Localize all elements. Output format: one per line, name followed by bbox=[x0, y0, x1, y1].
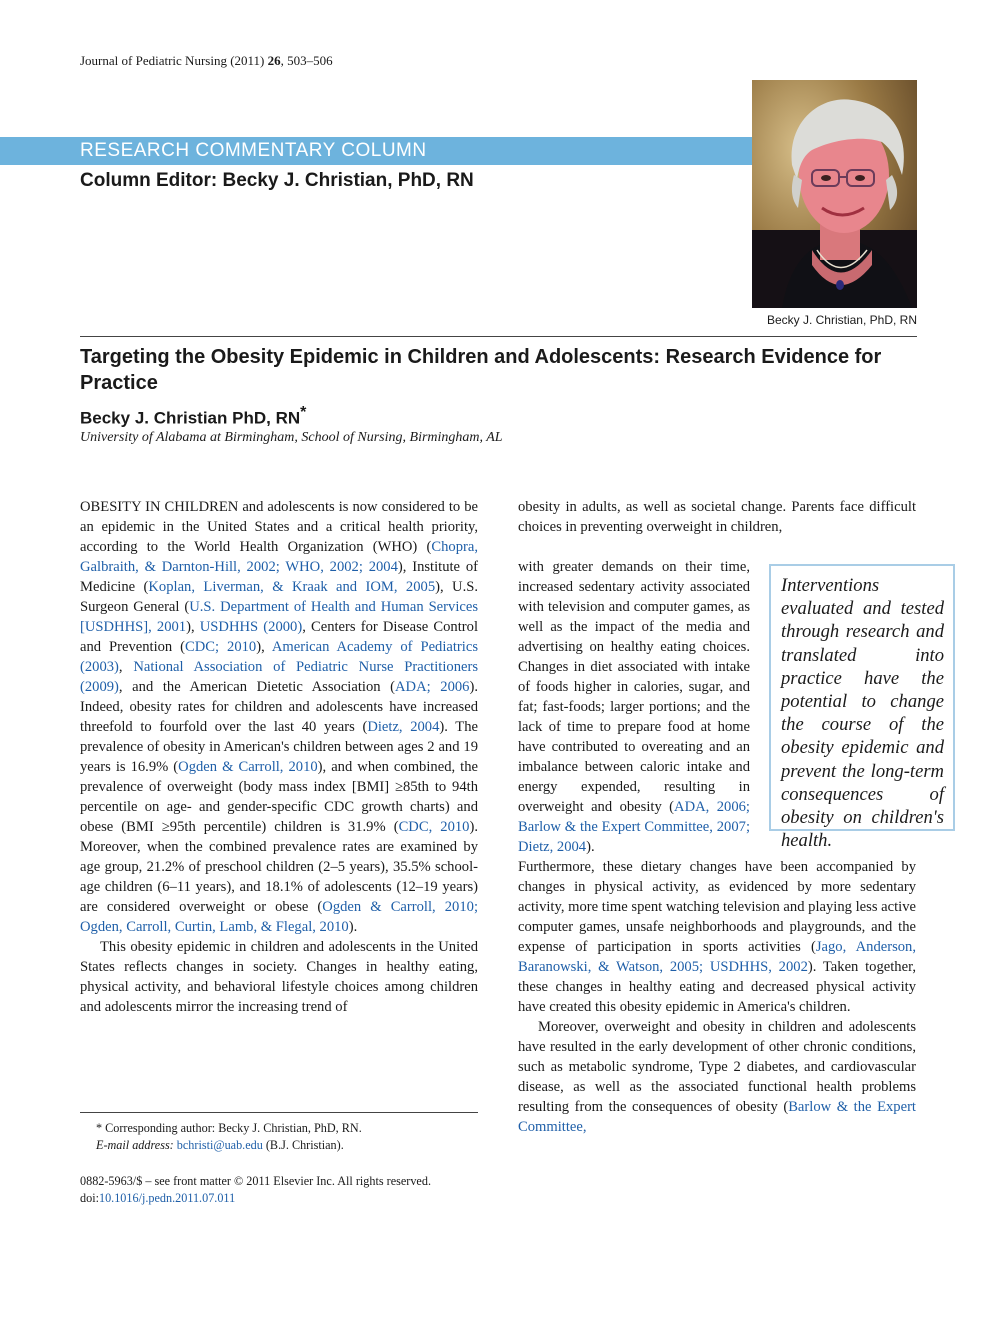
citation-link[interactable]: CDC; 2010 bbox=[185, 639, 257, 655]
body-text: ), U.S. Surgeon General ( bbox=[80, 579, 478, 615]
citation-link[interactable]: Dietz, 2004 bbox=[367, 719, 440, 735]
portrait-photo bbox=[752, 80, 917, 308]
journal-citation: Journal of Pediatric Nursing (2011) 26, 503–506 bbox=[80, 53, 333, 68]
body-text: ). Taken together, these changes in healthy eating and decreased physical activity have created this obesity epidemic in America's children. bbox=[518, 959, 916, 1015]
body-text: Furthermore, these dietary changes have been accompanied by changes in physical activity, as evidenced by more sedentary activity, more time spent watching television and playing less active computer games, unsafe neighborhoods and playgrounds, and the expense of participation in sports activities ( bbox=[518, 859, 916, 955]
body-text: ). The prevalence of obesity in American's children between ages 2 and 19 years is 16.9% ( bbox=[80, 719, 478, 775]
body-text: , Centers for Disease Control and Prevention ( bbox=[80, 619, 478, 655]
article-author: Becky J. Christian PhD, RN* bbox=[80, 404, 307, 428]
email-line: E-mail address: bchristi@uab.edu (B.J. Christian). bbox=[96, 1138, 344, 1152]
citation-link[interactable]: Chopra, Galbraith, & Darnton-Hill, 2002; WHO, 2002; 2004 bbox=[80, 539, 478, 575]
body-text: ). Indeed, obesity rates for children and adolescents have increased threefold to fourfold over the last 40 years ( bbox=[80, 679, 478, 735]
citation-link[interactable]: ADA; 2006 bbox=[395, 679, 470, 695]
copyright-block bbox=[80, 1173, 431, 1207]
body-text: with greater demands on their time, increased sedentary activity associated with television and computer games, as well as the impact of the media and advertising on healthy eating choices. Changes in diet associated with intake of foods higher in calories, sugar, and fat; fast-foods; larger portions; and the lack of time to prepare food at home have contributed to overeating and an imbalance between caloric intake and energy expended, resulting in overweight and obesity ( bbox=[518, 559, 750, 815]
paragraph-3 bbox=[518, 1017, 916, 1137]
body-text: , and the American Dietetic Association ( bbox=[118, 679, 395, 695]
body-text: Moreover, overweight and obesity in children and adolescents have resulted in the early development of other chronic conditions, such as metabolic syndrome, Type 2 diabetes, and cardiovascular disease, as well as the associated functional health problems resulting from the consequences of obesity ( bbox=[518, 1019, 916, 1115]
body-column-right-narrow bbox=[518, 557, 750, 857]
citation-link[interactable]: USDHHS (2000) bbox=[199, 619, 303, 635]
paragraph-2-continued-narrow bbox=[518, 557, 750, 857]
body-column-right-top bbox=[518, 497, 916, 537]
copyright-line: 0882-5963/$ – see front matter © 2011 Elsevier Inc. All rights reserved. bbox=[80, 1174, 431, 1188]
pull-quote: Interventions evaluated and tested through research and translated into practice have the potential to change the course of the obesity epidemic and prevent the long-term consequences of obesity on children's health. bbox=[769, 564, 955, 831]
paragraph-2-continued-wide bbox=[518, 857, 916, 1017]
portrait-caption: Becky J. Christian, PhD, RN bbox=[766, 313, 917, 327]
citation-link[interactable]: Barlow & the Expert Committee, bbox=[518, 1099, 916, 1135]
body-text: OBESITY IN CHILDREN and adolescents is now considered to be an epidemic in the United States and a critical health priority, according to the World Health Organization (WHO) ( bbox=[80, 499, 478, 555]
paragraph-2 bbox=[80, 937, 478, 1017]
citation-link[interactable]: Ogden & Carroll, 2010 bbox=[178, 759, 318, 775]
body-column-right-bottom bbox=[518, 857, 916, 1137]
corresponding-author-note: * Corresponding author: Becky J. Christian, PhD, RN. bbox=[96, 1121, 362, 1135]
column-editor: Column Editor: Becky J. Christian, PhD, RN bbox=[80, 170, 474, 191]
column-label: RESEARCH COMMENTARY COLUMN bbox=[80, 140, 427, 161]
header-divider bbox=[80, 336, 917, 337]
body-text: This obesity epidemic in children and adolescents in the United States reflects changes in society. Changes in healthy eating, physical activity, and behavioral lifestyle choices among children and adolescents mirror the increasing trend of bbox=[80, 939, 478, 1015]
paragraph-1 bbox=[80, 497, 478, 937]
author-affiliation: University of Alabama at Birmingham, School of Nursing, Birmingham, AL bbox=[80, 430, 503, 445]
body-text: ), bbox=[186, 619, 200, 635]
footnote bbox=[96, 1120, 362, 1154]
body-text: ), bbox=[256, 639, 272, 655]
email-label: E-mail address: bbox=[96, 1138, 174, 1152]
author-footnote-mark[interactable]: * bbox=[300, 404, 307, 421]
citation-link[interactable]: ADA, 2006; Barlow & the Expert Committee, 2007; Dietz, 2004 bbox=[518, 799, 750, 855]
paragraph-2-continued bbox=[518, 497, 916, 537]
article-title: Targeting the Obesity Epidemic in Children and Adolescents: Research Evidence for Practice bbox=[80, 346, 882, 394]
body-text: , bbox=[118, 659, 134, 675]
email-link[interactable]: bchristi@uab.edu bbox=[176, 1138, 263, 1152]
citation-link[interactable]: Koplan, Liverman, & Kraak and IOM, 2005 bbox=[148, 579, 436, 595]
body-text: ). Moreover, when the combined prevalence rates are examined by age group, 21.2% of preschool children (2–5 years), 35.5% school-age children (6–11 years), and 18.1% of adolescents (12–19 years) are considered overweight or obese ( bbox=[80, 819, 478, 915]
body-text: obesity in adults, as well as societal change. Parents face difficult choices in preventing overweight in children, bbox=[518, 499, 916, 535]
body-text: ). bbox=[348, 919, 358, 935]
citation-link[interactable]: Jago, Anderson, Baranowski, & Watson, 2005; USDHHS, 2002 bbox=[518, 939, 917, 975]
citation-link[interactable]: CDC, 2010 bbox=[398, 819, 470, 835]
body-column-left bbox=[80, 497, 478, 1017]
citation-link[interactable]: Ogden & Carroll, 2010; Ogden, Carroll, Curtin, Lamb, & Flegal, 2010 bbox=[80, 899, 478, 935]
footnote-divider bbox=[80, 1112, 478, 1113]
body-text: ), Institute of Medicine ( bbox=[80, 559, 478, 595]
doi-link[interactable]: 10.1016/j.pedn.2011.07.011 bbox=[98, 1191, 236, 1205]
editor-portrait bbox=[752, 80, 917, 308]
citation-link[interactable]: National Association of Pediatric Nurse Practitioners (2009) bbox=[80, 659, 479, 695]
citation-link[interactable]: American Academy of Pediatrics (2003) bbox=[80, 639, 478, 675]
doi-line: doi:10.1016/j.pedn.2011.07.011 bbox=[80, 1191, 236, 1205]
body-text: ). bbox=[586, 839, 595, 855]
body-text: ), and when combined, the prevalence of overweight (body mass index [BMI] ≥85th to 94th percentile on age- and gender-specific CDC growth charts) and obese (BMI ≥95th percentile) children is 31.9% ( bbox=[80, 759, 478, 835]
citation-link[interactable]: U.S. Department of Health and Human Services [USDHHS], 2001 bbox=[80, 599, 479, 635]
